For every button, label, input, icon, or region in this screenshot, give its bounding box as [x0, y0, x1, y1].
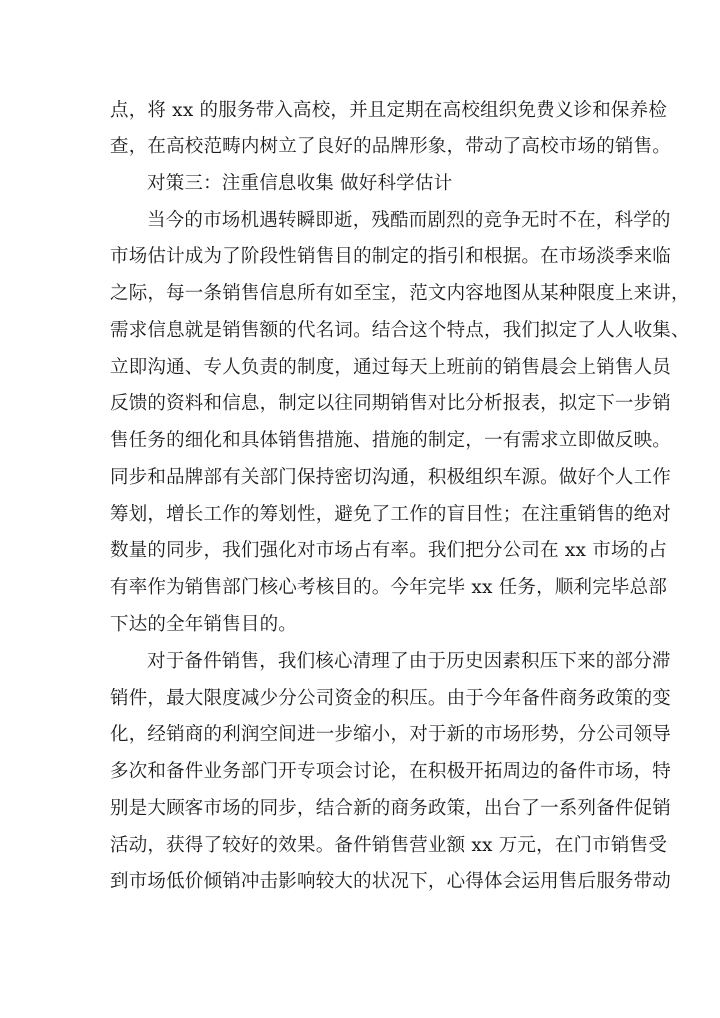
paragraph-line: 售任务的细化和具体销售措施、措施的制定，一有需求立即做反映。	[110, 430, 672, 451]
paragraph-line: 反馈的资料和信息，制定以往同期销售对比分析报表，拟定下一步销	[110, 393, 672, 414]
paragraph-line: 查，在高校范畴内树立了良好的品牌形象，带动了高校市场的销售。	[110, 136, 672, 157]
paragraph-line: 有率作为销售部门核心考核目的。今年完毕 xx 任务，顺利完毕总部	[110, 577, 668, 598]
paragraph-line: 立即沟通、专人负责的制度，通过每天上班前的销售晨会上销售人员	[110, 357, 672, 378]
paragraph-line: 市场估计成为了阶段性销售目的制定的指引和根据。在市场淡季来临	[110, 246, 672, 267]
paragraph-line: 点，将 xx 的服务带入高校，并且定期在高校组织免费义诊和保养检	[110, 100, 668, 121]
paragraph-line: 数量的同步，我们强化对市场占有率。我们把分公司在 xx 市场的占	[110, 540, 668, 561]
paragraph-line: 别是大顾客市场的同步，结合新的商务政策，出台了一系列备件促销	[110, 798, 672, 819]
paragraph-line: 下达的全年销售目的。	[110, 614, 298, 635]
paragraph-line: 多次和备件业务部门开专项会讨论，在积极开拓周边的备件市场，特	[110, 761, 672, 782]
paragraph-line: 对于备件销售，我们核心清理了由于历史因素积压下来的部分滞	[147, 651, 671, 672]
paragraph-line: 筹划，增长工作的筹划性，避免了工作的盲目性；在注重销售的绝对	[110, 504, 672, 525]
paragraph-line: 需求信息就是销售额的代名词。结合这个特点，我们拟定了人人收集、	[110, 320, 690, 341]
paragraph-line: 化，经销商的利润空间进一步缩小，对于新的市场形势，分公司领导	[110, 724, 672, 745]
section-heading: 对策三：注重信息收集 做好科学估计	[147, 173, 453, 194]
paragraph-line: 同步和品牌部有关部门保持密切沟通，积极组织车源。做好个人工作	[110, 467, 672, 488]
paragraph-line: 当今的市场机遇转瞬即逝，残酷而剧烈的竞争无时不在，科学的	[147, 210, 671, 231]
paragraph-line: 活动，获得了较好的效果。备件销售营业额 xx 万元，在门市销售受	[110, 835, 668, 856]
paragraph-line: 到市场低价倾销冲击影响较大的状况下，心得体会运用售后服务带动	[110, 871, 672, 892]
paragraph-line: 销件，最大限度减少分公司资金的积压。由于今年备件商务政策的变	[110, 688, 672, 709]
paragraph-line: 之际，每一条销售信息所有如至宝，范文内容地图从某种限度上来讲，	[110, 283, 690, 304]
